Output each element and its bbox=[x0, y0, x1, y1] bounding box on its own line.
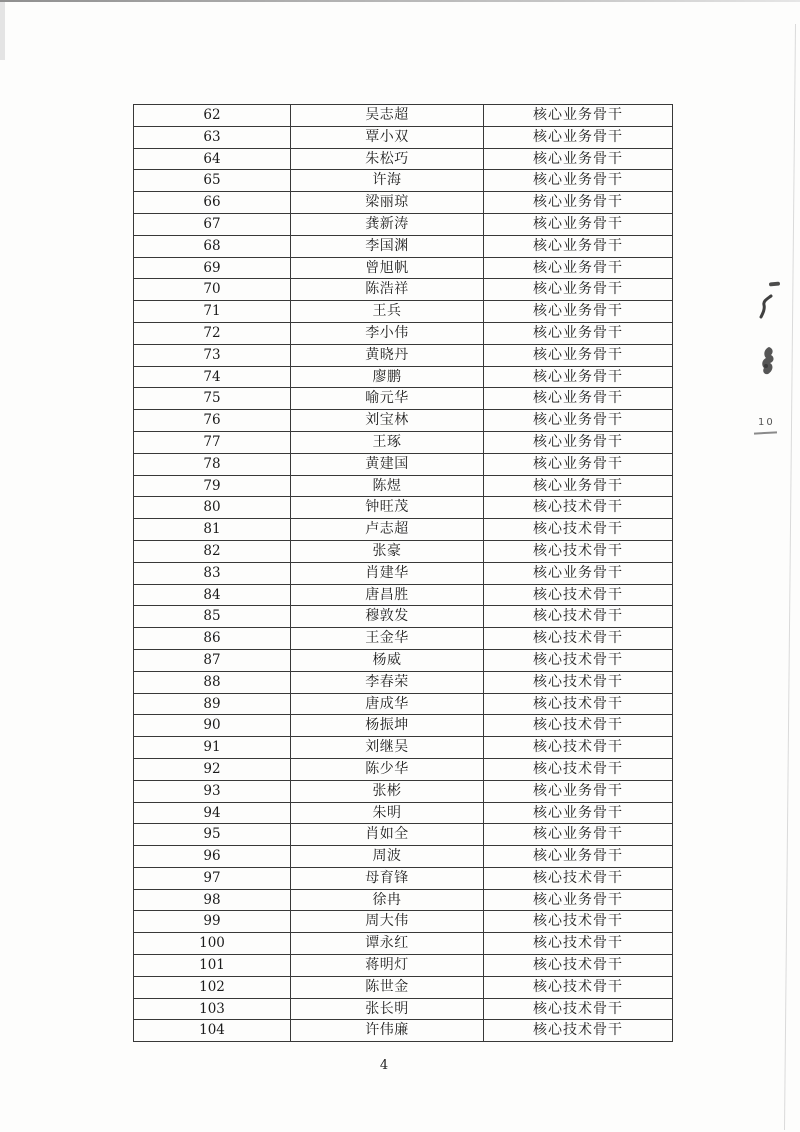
cell-category: 核心技术骨干 bbox=[484, 497, 673, 519]
cell-category: 核心业务骨干 bbox=[484, 780, 673, 802]
cell-name: 龚新涛 bbox=[291, 213, 484, 235]
table-row bbox=[134, 758, 673, 780]
cell-category: 核心技术骨干 bbox=[484, 606, 673, 628]
cell-number: 100 bbox=[134, 933, 291, 955]
personnel-roster-table bbox=[133, 104, 673, 1042]
roster-table-body bbox=[134, 105, 673, 1042]
table-row bbox=[134, 366, 673, 388]
cell-name: 陈浩祥 bbox=[291, 279, 484, 301]
table-row bbox=[134, 867, 673, 889]
cell-name: 穆敦发 bbox=[291, 606, 484, 628]
cell-number: 97 bbox=[134, 867, 291, 889]
cell-category: 核心技术骨干 bbox=[484, 540, 673, 562]
cell-name: 陈少华 bbox=[291, 758, 484, 780]
table-row bbox=[134, 737, 673, 759]
cell-category: 核心业务骨干 bbox=[484, 802, 673, 824]
cell-category: 核心业务骨干 bbox=[484, 279, 673, 301]
cell-number: 76 bbox=[134, 410, 291, 432]
scan-left-smudge-artifact bbox=[0, 2, 5, 60]
table-row bbox=[134, 955, 673, 977]
cell-name: 卢志超 bbox=[291, 519, 484, 541]
cell-number: 92 bbox=[134, 758, 291, 780]
cell-name: 王琢 bbox=[291, 431, 484, 453]
scan-ink-hook-artifact bbox=[759, 294, 775, 320]
table-row bbox=[134, 410, 673, 432]
cell-number: 67 bbox=[134, 213, 291, 235]
cell-category: 核心业务骨干 bbox=[484, 889, 673, 911]
cell-name: 覃小双 bbox=[291, 126, 484, 148]
cell-category: 核心技术骨干 bbox=[484, 715, 673, 737]
cell-number: 89 bbox=[134, 693, 291, 715]
cell-number: 91 bbox=[134, 737, 291, 759]
cell-category: 核心业务骨干 bbox=[484, 213, 673, 235]
cell-number: 85 bbox=[134, 606, 291, 628]
cell-number: 66 bbox=[134, 192, 291, 214]
table-row bbox=[134, 322, 673, 344]
cell-number: 74 bbox=[134, 366, 291, 388]
table-row bbox=[134, 431, 673, 453]
cell-name: 唐昌胜 bbox=[291, 584, 484, 606]
cell-category: 核心业务骨干 bbox=[484, 344, 673, 366]
cell-name: 肖建华 bbox=[291, 562, 484, 584]
cell-name: 张豪 bbox=[291, 540, 484, 562]
scan-page-fold-line bbox=[784, 24, 796, 1130]
table-row bbox=[134, 148, 673, 170]
scan-top-edge-artifact bbox=[0, 0, 800, 2]
cell-name: 朱明 bbox=[291, 802, 484, 824]
cell-category: 核心业务骨干 bbox=[484, 170, 673, 192]
cell-name: 徐冉 bbox=[291, 889, 484, 911]
cell-category: 核心业务骨干 bbox=[484, 453, 673, 475]
cell-number: 75 bbox=[134, 388, 291, 410]
cell-category: 核心技术骨干 bbox=[484, 911, 673, 933]
table-row bbox=[134, 911, 673, 933]
cell-number: 87 bbox=[134, 649, 291, 671]
table-row bbox=[134, 1020, 673, 1042]
cell-name: 肖如全 bbox=[291, 824, 484, 846]
cell-category: 核心技术骨干 bbox=[484, 628, 673, 650]
cell-category: 核心技术骨干 bbox=[484, 867, 673, 889]
page-number: 4 bbox=[379, 1058, 389, 1073]
cell-name: 钟旺茂 bbox=[291, 497, 484, 519]
cell-category: 核心技术骨干 bbox=[484, 758, 673, 780]
cell-number: 63 bbox=[134, 126, 291, 148]
table-row bbox=[134, 388, 673, 410]
cell-name: 黄晓丹 bbox=[291, 344, 484, 366]
cell-name: 唐成华 bbox=[291, 693, 484, 715]
cell-number: 78 bbox=[134, 453, 291, 475]
cell-name: 母育锋 bbox=[291, 867, 484, 889]
cell-category: 核心技术骨干 bbox=[484, 1020, 673, 1042]
cell-category: 核心业务骨干 bbox=[484, 235, 673, 257]
cell-number: 104 bbox=[134, 1020, 291, 1042]
cell-category: 核心业务骨干 bbox=[484, 431, 673, 453]
cell-name: 吴志超 bbox=[291, 105, 484, 127]
cell-name: 张长明 bbox=[291, 998, 484, 1020]
scan-ink-blob-artifact bbox=[760, 346, 777, 376]
table-row bbox=[134, 497, 673, 519]
cell-number: 98 bbox=[134, 889, 291, 911]
cell-name: 谭永红 bbox=[291, 933, 484, 955]
cell-number: 68 bbox=[134, 235, 291, 257]
cell-number: 82 bbox=[134, 540, 291, 562]
table-row bbox=[134, 889, 673, 911]
cell-category: 核心业务骨干 bbox=[484, 475, 673, 497]
table-row bbox=[134, 453, 673, 475]
cell-number: 72 bbox=[134, 322, 291, 344]
cell-number: 64 bbox=[134, 148, 291, 170]
table-row bbox=[134, 105, 673, 127]
table-row bbox=[134, 628, 673, 650]
cell-category: 核心业务骨干 bbox=[484, 257, 673, 279]
cell-category: 核心技术骨干 bbox=[484, 998, 673, 1020]
cell-number: 96 bbox=[134, 846, 291, 868]
cell-name: 李小伟 bbox=[291, 322, 484, 344]
table-row bbox=[134, 301, 673, 323]
margin-note-text: 10 bbox=[758, 417, 775, 428]
table-row bbox=[134, 192, 673, 214]
cell-name: 陈煜 bbox=[291, 475, 484, 497]
cell-number: 101 bbox=[134, 955, 291, 977]
cell-number: 79 bbox=[134, 475, 291, 497]
table-row bbox=[134, 780, 673, 802]
table-row bbox=[134, 715, 673, 737]
cell-category: 核心业务骨干 bbox=[484, 388, 673, 410]
cell-number: 83 bbox=[134, 562, 291, 584]
cell-category: 核心技术骨干 bbox=[484, 737, 673, 759]
cell-name: 喻元华 bbox=[291, 388, 484, 410]
cell-name: 杨威 bbox=[291, 649, 484, 671]
cell-name: 廖鹏 bbox=[291, 366, 484, 388]
table-row bbox=[134, 584, 673, 606]
cell-category: 核心业务骨干 bbox=[484, 322, 673, 344]
cell-category: 核心业务骨干 bbox=[484, 148, 673, 170]
cell-name: 蒋明灯 bbox=[291, 955, 484, 977]
cell-number: 77 bbox=[134, 431, 291, 453]
cell-category: 核心业务骨干 bbox=[484, 824, 673, 846]
table-row bbox=[134, 562, 673, 584]
cell-number: 94 bbox=[134, 802, 291, 824]
table-row bbox=[134, 170, 673, 192]
table-row bbox=[134, 802, 673, 824]
cell-number: 86 bbox=[134, 628, 291, 650]
table-row bbox=[134, 671, 673, 693]
cell-category: 核心技术骨干 bbox=[484, 933, 673, 955]
cell-name: 王兵 bbox=[291, 301, 484, 323]
cell-name: 周波 bbox=[291, 846, 484, 868]
cell-number: 93 bbox=[134, 780, 291, 802]
cell-name: 许伟廉 bbox=[291, 1020, 484, 1042]
cell-category: 核心技术骨干 bbox=[484, 584, 673, 606]
cell-name: 朱松巧 bbox=[291, 148, 484, 170]
cell-category: 核心业务骨干 bbox=[484, 846, 673, 868]
cell-category: 核心业务骨干 bbox=[484, 192, 673, 214]
cell-number: 95 bbox=[134, 824, 291, 846]
cell-category: 核心技术骨干 bbox=[484, 693, 673, 715]
table-row bbox=[134, 257, 673, 279]
cell-category: 核心技术骨干 bbox=[484, 955, 673, 977]
cell-number: 103 bbox=[134, 998, 291, 1020]
cell-category: 核心业务骨干 bbox=[484, 301, 673, 323]
cell-category: 核心业务骨干 bbox=[484, 366, 673, 388]
cell-number: 65 bbox=[134, 170, 291, 192]
table-row bbox=[134, 279, 673, 301]
cell-number: 84 bbox=[134, 584, 291, 606]
cell-number: 62 bbox=[134, 105, 291, 127]
table-row bbox=[134, 475, 673, 497]
table-row bbox=[134, 213, 673, 235]
cell-category: 核心业务骨干 bbox=[484, 105, 673, 127]
table-row bbox=[134, 998, 673, 1020]
cell-number: 90 bbox=[134, 715, 291, 737]
table-row bbox=[134, 344, 673, 366]
cell-category: 核心技术骨干 bbox=[484, 976, 673, 998]
cell-name: 李国渊 bbox=[291, 235, 484, 257]
cell-name: 张彬 bbox=[291, 780, 484, 802]
table-row bbox=[134, 235, 673, 257]
cell-number: 81 bbox=[134, 519, 291, 541]
table-row bbox=[134, 606, 673, 628]
cell-category: 核心技术骨干 bbox=[484, 649, 673, 671]
cell-name: 杨振坤 bbox=[291, 715, 484, 737]
cell-name: 周大伟 bbox=[291, 911, 484, 933]
cell-number: 71 bbox=[134, 301, 291, 323]
margin-note-underline bbox=[754, 431, 777, 434]
cell-category: 核心业务骨干 bbox=[484, 410, 673, 432]
table-row bbox=[134, 126, 673, 148]
table-row bbox=[134, 846, 673, 868]
table-row bbox=[134, 976, 673, 998]
cell-number: 99 bbox=[134, 911, 291, 933]
cell-number: 88 bbox=[134, 671, 291, 693]
cell-number: 69 bbox=[134, 257, 291, 279]
table-row bbox=[134, 540, 673, 562]
cell-name: 曾旭帆 bbox=[291, 257, 484, 279]
table-row bbox=[134, 649, 673, 671]
table-row bbox=[134, 933, 673, 955]
cell-number: 80 bbox=[134, 497, 291, 519]
cell-category: 核心业务骨干 bbox=[484, 126, 673, 148]
cell-number: 102 bbox=[134, 976, 291, 998]
cell-number: 70 bbox=[134, 279, 291, 301]
table-row bbox=[134, 519, 673, 541]
scan-ink-dash-artifact bbox=[769, 282, 780, 287]
cell-number: 73 bbox=[134, 344, 291, 366]
cell-category: 核心技术骨干 bbox=[484, 519, 673, 541]
table-row bbox=[134, 693, 673, 715]
cell-name: 刘继吴 bbox=[291, 737, 484, 759]
cell-name: 黄建国 bbox=[291, 453, 484, 475]
cell-name: 刘宝林 bbox=[291, 410, 484, 432]
cell-category: 核心技术骨干 bbox=[484, 671, 673, 693]
cell-name: 王金华 bbox=[291, 628, 484, 650]
cell-name: 李春荣 bbox=[291, 671, 484, 693]
cell-name: 陈世金 bbox=[291, 976, 484, 998]
cell-name: 许海 bbox=[291, 170, 484, 192]
cell-name: 梁丽琼 bbox=[291, 192, 484, 214]
table-row bbox=[134, 824, 673, 846]
cell-category: 核心业务骨干 bbox=[484, 562, 673, 584]
